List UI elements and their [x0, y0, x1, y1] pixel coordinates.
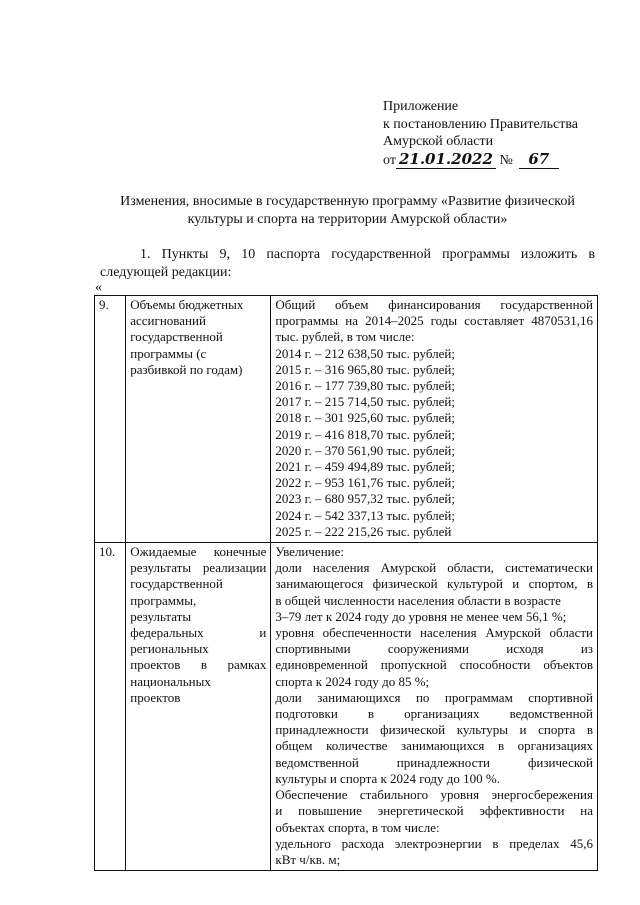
- label-line: программы (с: [130, 345, 207, 361]
- content-line: кВт ч/кв. м;: [275, 851, 341, 867]
- label-line: Объемы бюджетных: [130, 297, 244, 312]
- row-content: [271, 543, 598, 871]
- content-line: общем количестве занимающихся в организациях: [275, 738, 593, 754]
- content-line: спорта к 2024 году до 85 %;: [275, 673, 430, 689]
- table-row: [95, 543, 598, 871]
- title-line-1: Изменения, вносимые в государственную программу «Развитие физической: [120, 194, 575, 209]
- header-line-region: Амурской области: [383, 134, 494, 149]
- year-amount: 2021 г. – 459 494,89 тыс. рублей;: [275, 459, 455, 475]
- content-line: Общий объем финансирования государственной: [275, 297, 593, 312]
- year-amount: 2014 г. – 212 638,50 тыс. рублей;: [275, 345, 455, 361]
- content-line: спортивными сооружениями исходя из: [275, 641, 593, 657]
- from-label: от: [383, 152, 396, 168]
- year-amount: 2024 г. – 542 337,13 тыс. рублей;: [275, 507, 455, 523]
- content-line: объектах спорта, в том числе:: [275, 819, 440, 835]
- passport-table: [94, 295, 598, 871]
- content-line: программы на 2014–2025 годы составляет 4870531,16: [275, 313, 593, 329]
- header-line-resolution: к постановлению Правительства: [383, 116, 579, 132]
- label-line: государственной: [130, 576, 223, 592]
- content-line: и повышение энергетической эффективности на: [275, 803, 593, 819]
- handwritten-number: 67: [519, 151, 559, 170]
- year-amount: 2018 г. – 301 925,60 тыс. рублей;: [275, 410, 455, 426]
- label-line: результаты реализации: [130, 560, 267, 576]
- label-line: Ожидаемые конечные: [130, 544, 267, 560]
- label-line: программы,: [130, 592, 197, 608]
- content-line: удельного расхода электроэнергии в пределах 45,6: [275, 835, 593, 851]
- content-line: принадлежности физической культуры и спорта в: [275, 722, 593, 738]
- approval-header: [383, 98, 623, 169]
- label-line: государственной: [130, 329, 223, 345]
- content-line: подготовки в организациях ведомственной: [275, 706, 593, 722]
- content-line: культуры и спорта к 2024 году до 100 %.: [275, 770, 500, 786]
- content-line: в общей численности населения области в возрасте: [275, 592, 561, 608]
- content-line: Обеспечение стабильного уровня энергосбережения: [275, 787, 593, 803]
- label-line: проектов в рамках: [130, 657, 267, 673]
- opening-quote: «: [95, 280, 102, 295]
- content-line: единовременной пропускной способности объектов: [275, 657, 593, 673]
- label-line: результаты: [130, 608, 192, 624]
- row-number: 9.: [95, 296, 126, 543]
- year-amount: 2025 г. – 222 215,26 тыс. рублей: [275, 523, 452, 539]
- title-line-2: культуры и спорта на территории Амурской области»: [187, 212, 508, 227]
- number-label: №: [499, 152, 513, 168]
- label-line: федеральных и: [130, 625, 267, 641]
- year-amount: 2015 г. – 316 965,80 тыс. рублей;: [275, 361, 455, 377]
- header-date-line: [383, 151, 623, 170]
- intro-paragraph: [100, 246, 595, 282]
- row-label: [126, 296, 271, 543]
- label-line: ассигнований: [130, 313, 206, 329]
- content-line: доли занимающихся по программам спортивной: [275, 689, 593, 705]
- year-amount: 2019 г. – 416 818,70 тыс. рублей;: [275, 426, 455, 442]
- label-line: проектов: [130, 689, 181, 705]
- header-line-appendix: Приложение: [383, 99, 459, 114]
- content-line: 3–79 лет к 2024 году до уровня не менее чем 56,1 %;: [275, 608, 567, 624]
- year-amount: 2020 г. – 370 561,90 тыс. рублей;: [275, 442, 455, 458]
- content-line: занимающегося физической культурой и спортом, в: [275, 576, 593, 592]
- table-row: [95, 296, 598, 543]
- document-title: [100, 193, 595, 229]
- row-label: [126, 543, 271, 871]
- content-line: доли населения Амурской области, систематически: [275, 560, 593, 576]
- content-line: ведомственной принадлежности физической: [275, 754, 593, 770]
- paragraph-line-2: следующей редакции:: [100, 265, 232, 280]
- row-content: [271, 296, 598, 543]
- year-amount: 2023 г. – 680 957,32 тыс. рублей;: [275, 491, 455, 507]
- handwritten-date: 21.01.2022: [396, 151, 496, 170]
- row-number: 10.: [95, 543, 126, 871]
- content-line: уровня обеспеченности населения Амурской области: [275, 625, 593, 641]
- year-amount: 2017 г. – 215 714,50 тыс. рублей;: [275, 394, 455, 410]
- label-line: разбивкой по годам): [130, 361, 243, 377]
- paragraph-line-1: 1. Пункты 9, 10 паспорта государственной программы изложить в: [140, 247, 595, 262]
- content-line: тыс. рублей, в том числе:: [275, 329, 415, 345]
- content-line: Увеличение:: [275, 544, 344, 560]
- year-amount: 2016 г. – 177 739,80 тыс. рублей;: [275, 378, 455, 394]
- year-amount: 2022 г. – 953 161,76 тыс. рублей;: [275, 475, 455, 491]
- label-line: национальных: [130, 673, 211, 689]
- label-line: региональных: [130, 641, 209, 657]
